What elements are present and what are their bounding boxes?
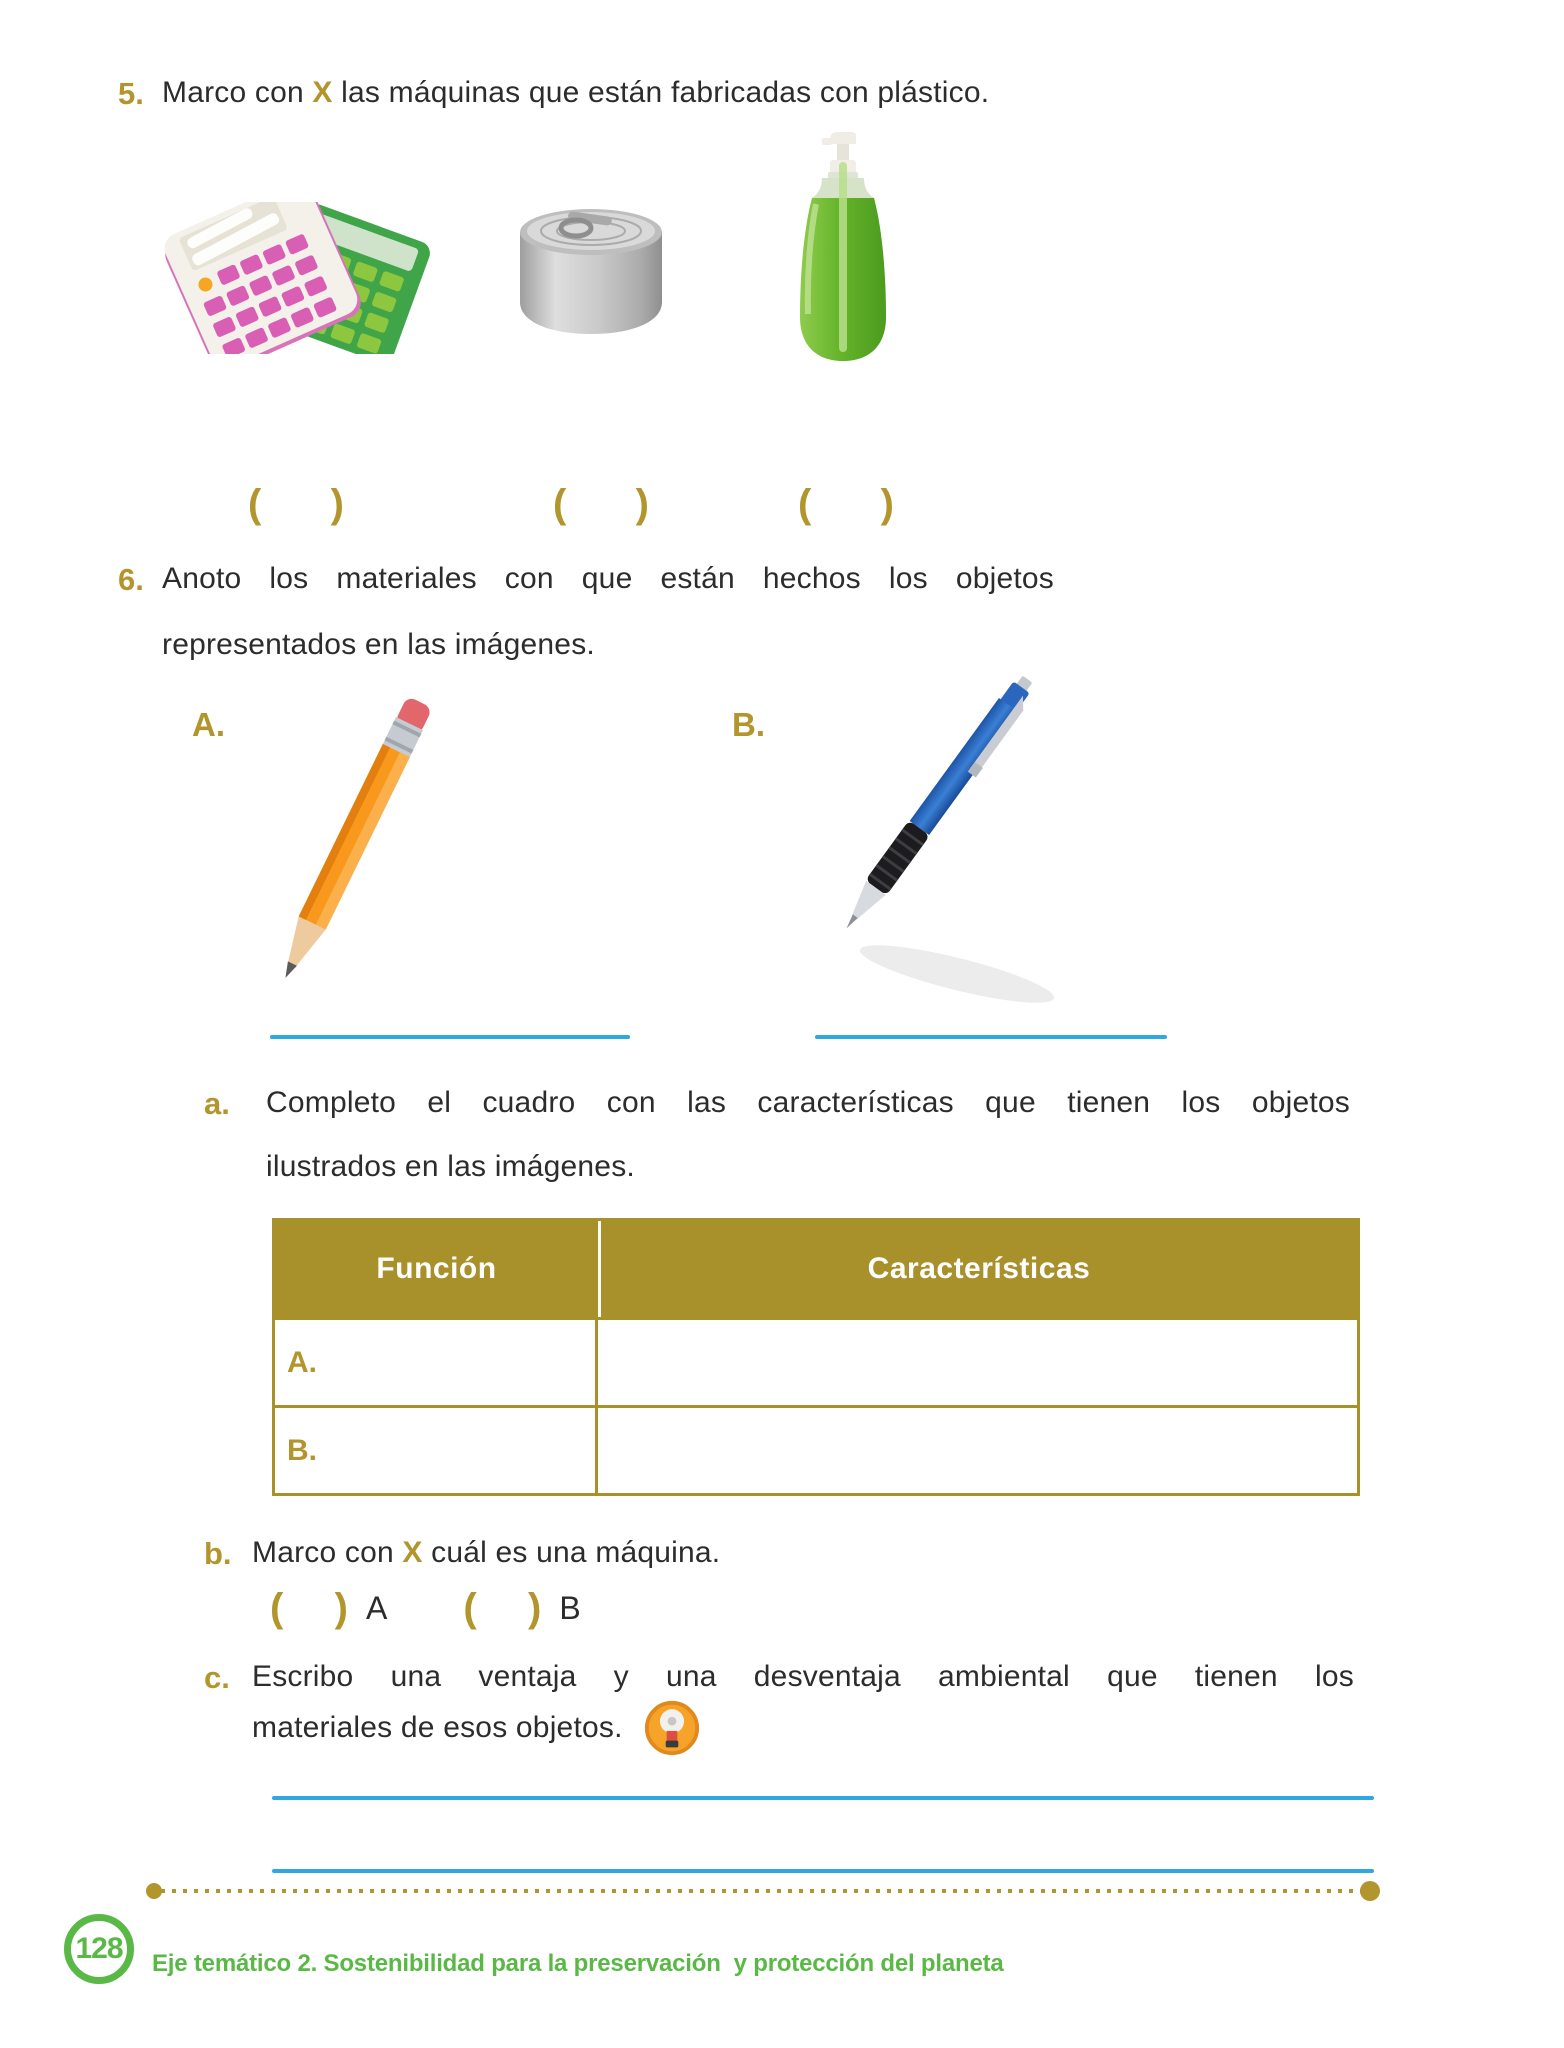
answer-line-b[interactable] [815, 1035, 1167, 1039]
q5-text [162, 76, 989, 110]
q5-text-suffix: las máquinas que están fabricadas con plástico. [332, 76, 990, 109]
item-b-x-marker: X [402, 1536, 423, 1569]
option-b-label: B [559, 1589, 581, 1626]
table-header-funcion: Función [275, 1221, 601, 1317]
item-c-text-line1: Escribo una ventaja y una desventaja ambiental que tienen los [252, 1660, 1354, 1693]
q5-number: 5. [118, 76, 144, 111]
item-b-label: b. [204, 1536, 232, 1571]
option-a-label: A [366, 1589, 388, 1626]
mechanical-pen-image [772, 676, 1082, 1016]
row-b-funcion-cell[interactable] [275, 1408, 598, 1493]
separator-dot-right [1360, 1881, 1380, 1901]
row-a-funcion-cell[interactable] [275, 1320, 598, 1405]
q5-text-prefix: Marco con [162, 76, 313, 109]
answer-line-a[interactable] [270, 1035, 630, 1039]
item-c-text-line2: materiales de esos objetos. [252, 1711, 623, 1744]
q5-answer-parens-tin-can[interactable] [553, 484, 649, 524]
open-paren: ( [270, 1586, 284, 1630]
item-a-text-line1: Completo el cuadro con las características que tienen los objetos [266, 1086, 1350, 1119]
answer-line-c1[interactable] [272, 1796, 1374, 1800]
item-b-text-suffix: cuál es una máquina. [422, 1536, 721, 1569]
close-paren: ) [528, 1586, 542, 1630]
page-number-badge [64, 1914, 134, 1984]
q5-x-marker: X [312, 76, 333, 109]
footer-theme-text: Eje temático 2. Sostenibilidad para la preservación y protección del planeta [152, 1950, 1004, 1977]
row-a-label: A. [287, 1345, 317, 1379]
open-paren: ( [463, 1586, 477, 1630]
option-a[interactable] [270, 1588, 387, 1628]
q5-answer-parens-soap-bottle[interactable] [798, 484, 894, 524]
item-b-text [252, 1536, 720, 1570]
separator-dot-left [146, 1883, 162, 1899]
calculators-image [156, 202, 441, 354]
close-paren: ) [880, 482, 894, 526]
table-row-b [275, 1405, 1357, 1493]
answer-line-c2[interactable] [272, 1869, 1374, 1873]
item-c-text-line2-row [252, 1698, 701, 1758]
tin-can-image [506, 186, 676, 351]
close-paren: ) [334, 1586, 348, 1630]
table-row-a [275, 1317, 1357, 1405]
table-header-caracteristicas: Características [867, 1252, 1091, 1285]
q6-number: 6. [118, 562, 144, 597]
item-a-label: a. [204, 1086, 230, 1121]
footer-dotted-separator [150, 1889, 1376, 1893]
soap-bottle-image [792, 132, 894, 369]
row-a-caracteristicas-cell[interactable] [598, 1320, 1357, 1405]
item-c-label: c. [204, 1660, 230, 1695]
row-b-label: B. [287, 1433, 317, 1467]
table-header-row [275, 1221, 1357, 1317]
image-label-b: B. [732, 706, 765, 743]
q6-text-line2: representados en las imágenes. [162, 628, 595, 661]
row-b-caracteristicas-cell[interactable] [598, 1408, 1357, 1493]
q6-text-line1: Anoto los materiales con que están hechos los objetos [162, 562, 1054, 595]
lightbulb-icon [643, 1699, 701, 1757]
characteristics-table [272, 1218, 1360, 1496]
page-number: 128 [75, 1932, 123, 1965]
q5-answer-parens-calculators[interactable] [248, 484, 344, 524]
open-paren: ( [798, 482, 812, 526]
image-label-a: A. [192, 706, 225, 743]
close-paren: ) [635, 482, 649, 526]
option-b[interactable] [463, 1588, 580, 1628]
item-b-text-prefix: Marco con [252, 1536, 403, 1569]
open-paren: ( [248, 482, 262, 526]
close-paren: ) [330, 482, 344, 526]
item-b-options [270, 1588, 581, 1628]
pencil-image [262, 690, 502, 1015]
open-paren: ( [553, 482, 567, 526]
item-a-text-line2: ilustrados en las imágenes. [266, 1150, 635, 1183]
